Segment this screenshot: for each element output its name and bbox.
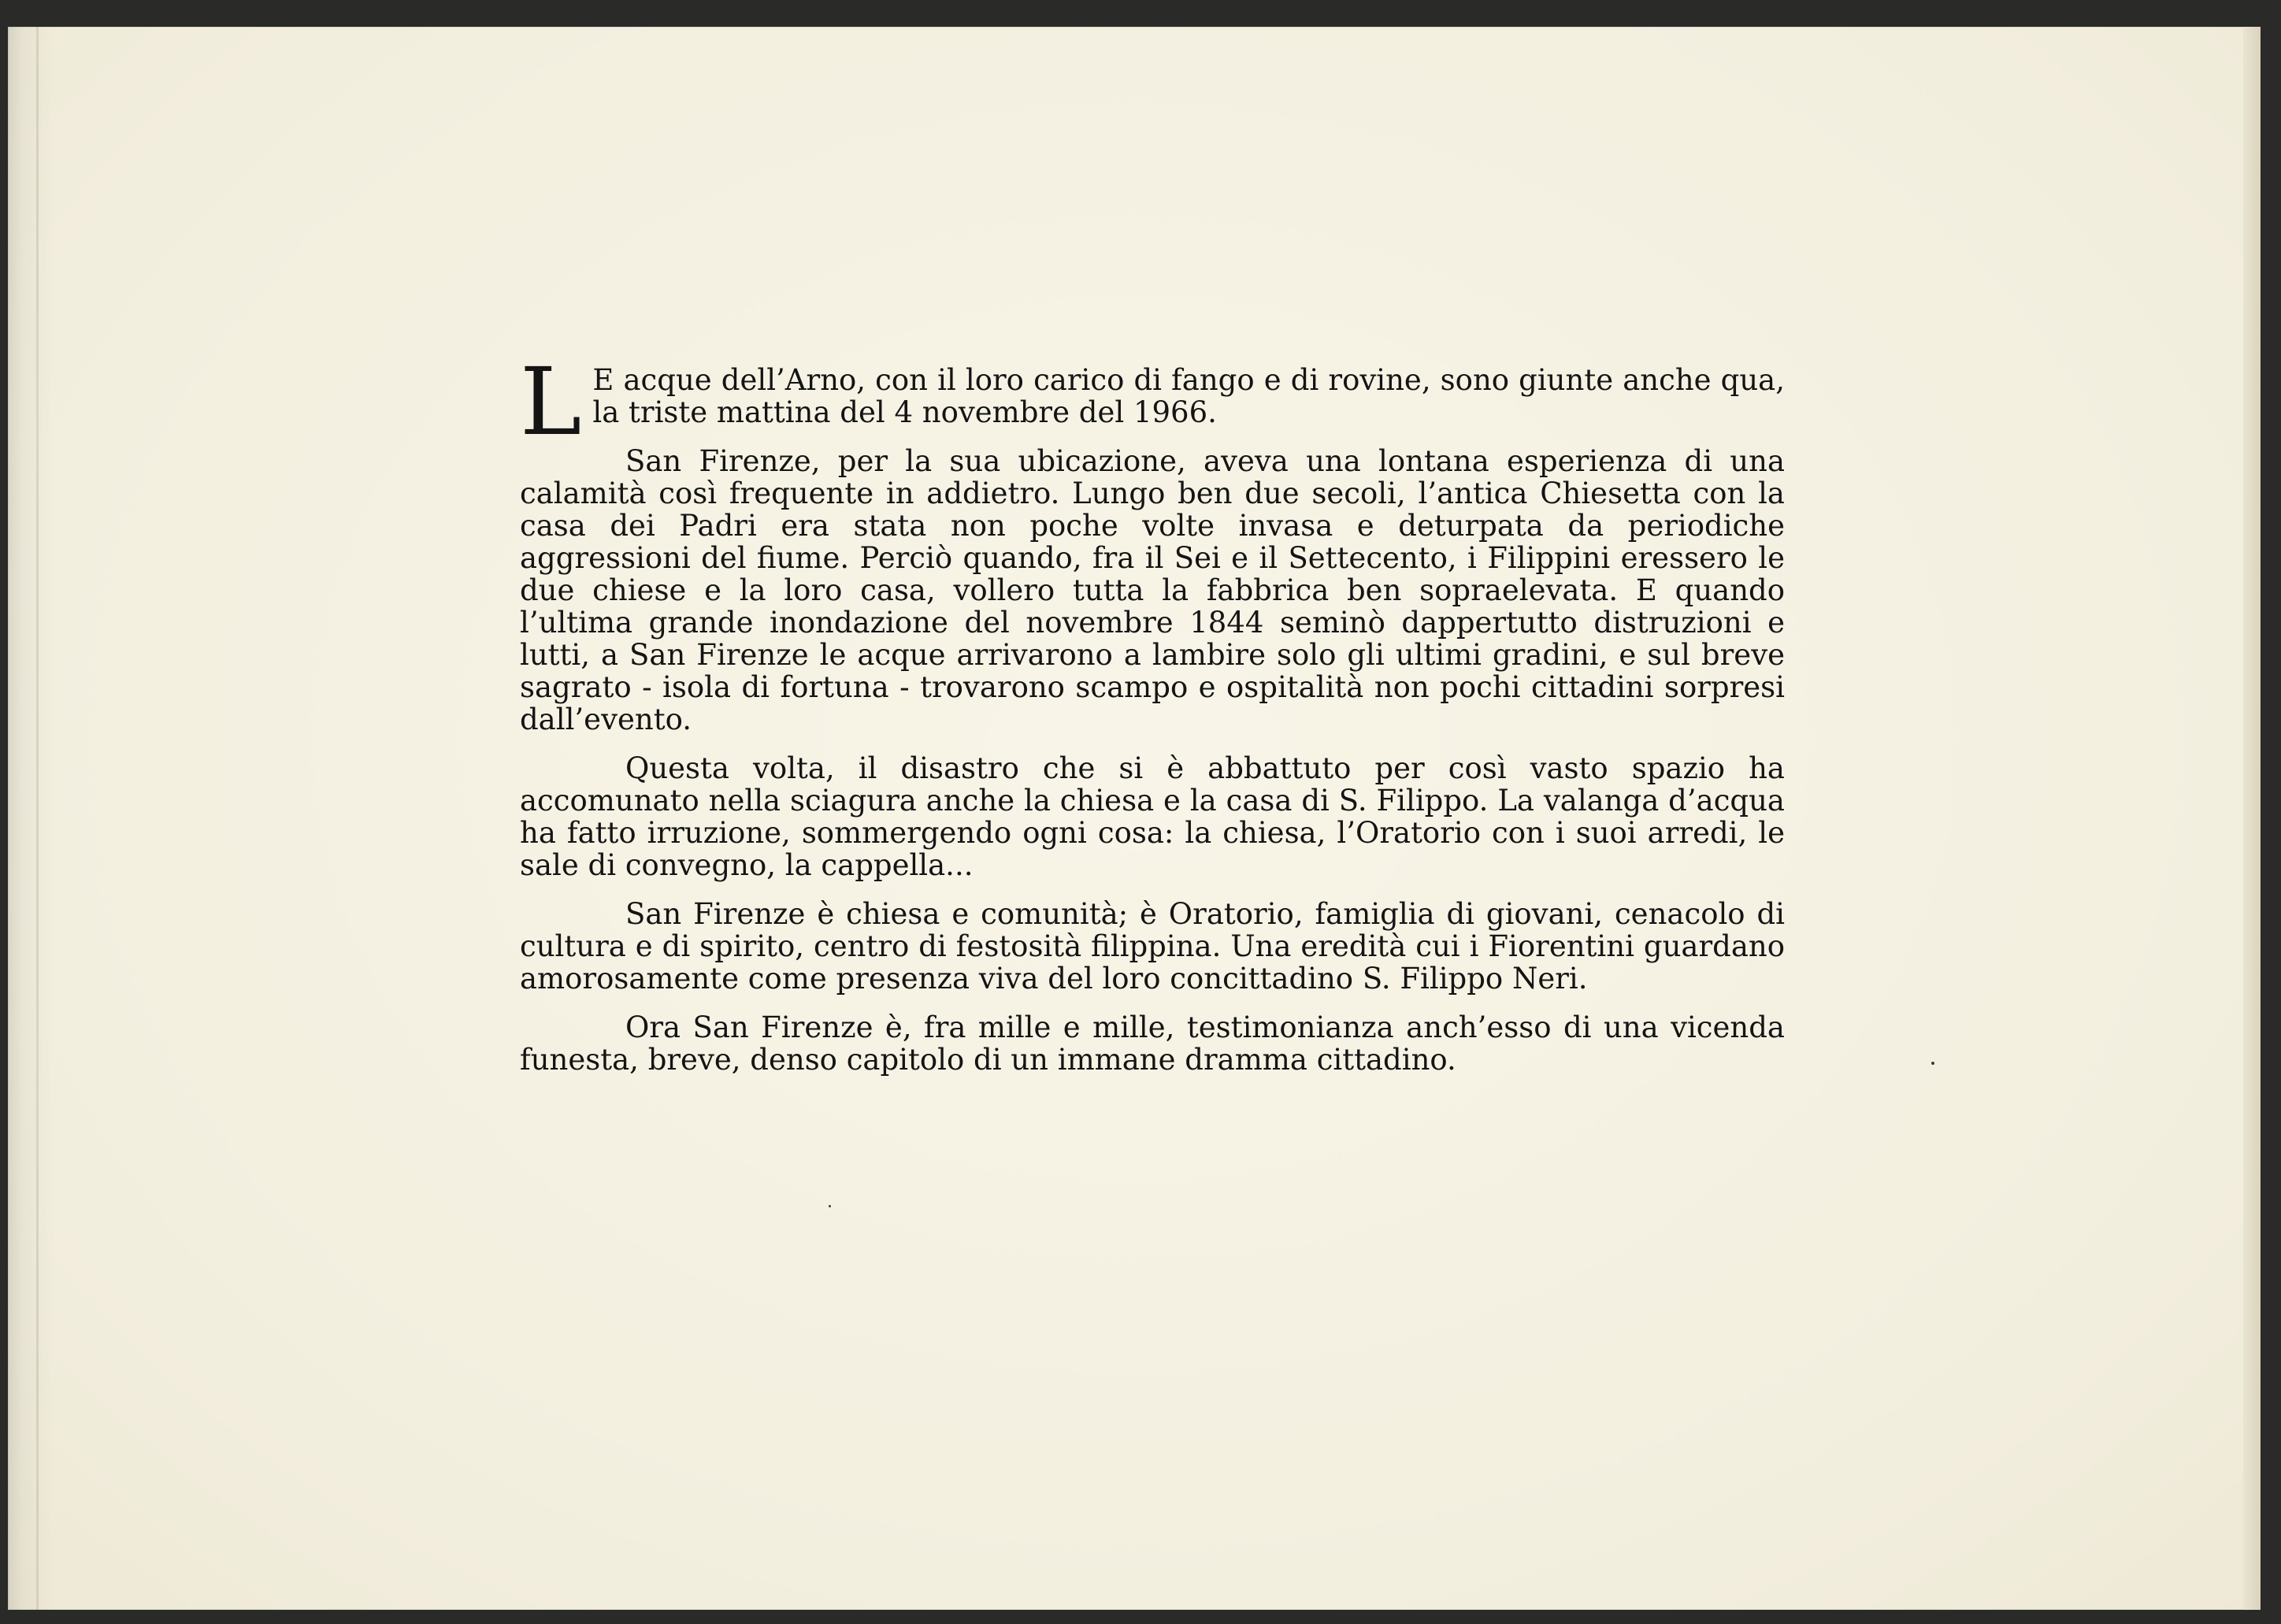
paragraph-1-text: E acque dell’Arno, con il loro carico di fango e di rovine, sono giunte anche qua, la triste mattina del 4 novembre del 1966. [592, 363, 1785, 429]
paragraph-2: San Firenze, per la sua ubicazione, aveva una lontana esperienza di una calamità così frequente in addietro. Lungo ben due secoli, l’antica Chiesetta con la casa dei Padri era stata non poche volte invasa e deturpata da periodiche aggressioni del fiume. Perciò quando, fra il Sei e il Settecento, i Filippini eressero le due chiese e la loro casa, vollero tutta la fabbrica ben sopraelevata. E quando l’ultima grande inondazione del novembre 1844 seminò dappertutto distruzioni e lutti, a San Firenze le acque arrivarono a lambire solo gli ultimi gradini, e sul breve sagrato - isola di fortuna - trovarono scampo e ospitalità non pochi cittadini sorpresi dall’evento. [520, 444, 1785, 736]
page-fold [36, 27, 39, 1610]
paragraph-1 [520, 347, 1785, 456]
drop-cap: L [520, 347, 582, 456]
body-text [520, 347, 1785, 1092]
paragraph-3: Questa volta, il disastro che si è abbattuto per così vasto spazio ha accomunato nella sciagura anche la chiesa e la casa di S. Filippo. La valanga d’acqua ha fatto irruzione, sommergendo ogni cosa: la chiesa, l’Oratorio con i suoi arredi, le sale di convegno, la cappella... [520, 751, 1785, 882]
paragraph-4: San Firenze è chiesa e comunità; è Oratorio, famiglia di giovani, cenacolo di cultura e di spirito, centro di festosità filippina. Una eredità cui i Fiorentini guardano amorosamente come presenza viva del loro concittadino S. Filippo Neri. [520, 897, 1785, 996]
paper-speck [829, 1205, 831, 1207]
page-edge [2243, 27, 2261, 1610]
paragraph-5: Ora San Firenze è, fra mille e mille, testimonianza anch’esso di una vicenda funesta, breve, denso capitolo di un immane dramma cittadino. [520, 1010, 1785, 1077]
paper-speck [1931, 1062, 1934, 1065]
